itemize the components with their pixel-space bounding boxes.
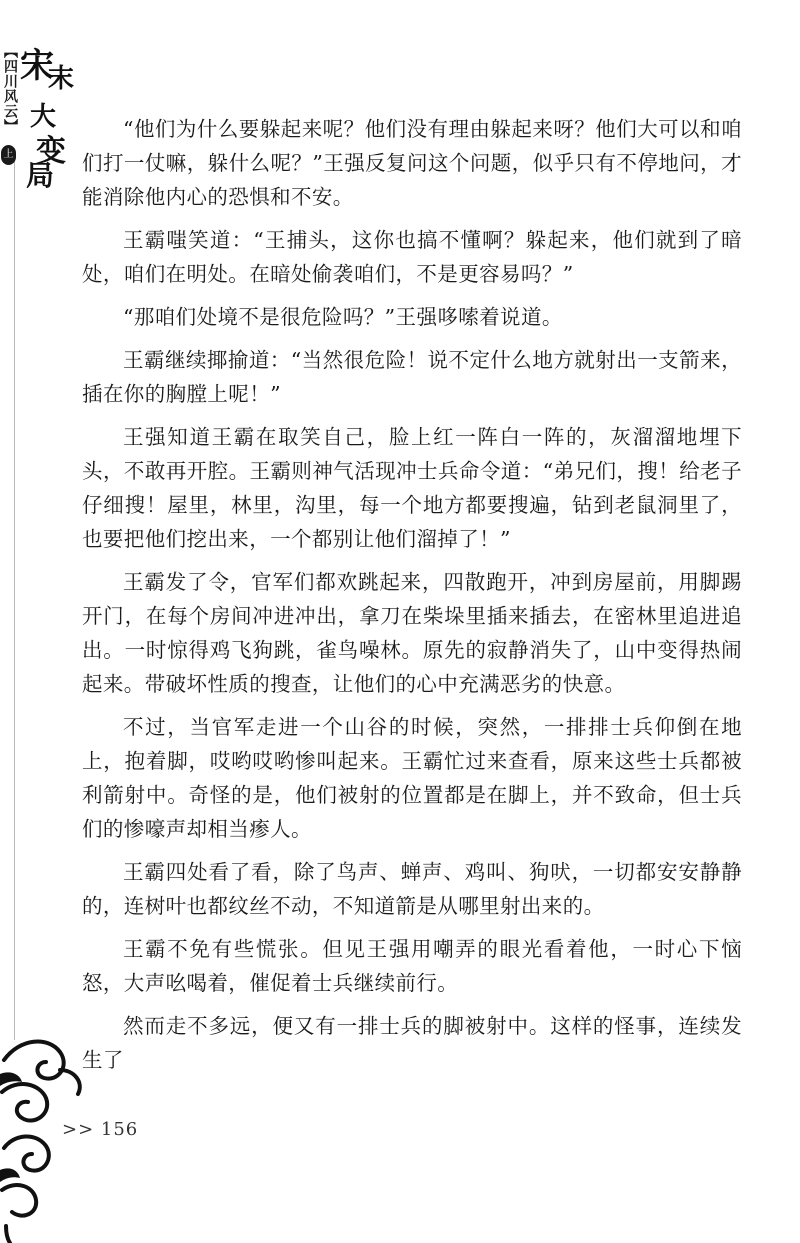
page-body [82, 112, 742, 1086]
paragraph: 不过，当官军走进一个山谷的时候，突然，一排排士兵仰倒在地上，抱着脚，哎哟哎哟惨叫起来。王霸忙过来查看，原来这些士兵都被利箭射中。奇怪的是，他们被射的位置都是在脚上，并不致命，但士兵们的惨嚎声却相当瘆人。 [82, 715, 742, 841]
paragraph: 王霸四处看了看，除了鸟声、蝉声、鸡叫、狗吠，一切都安安静静的，连树叶也都纹丝不动，不知道箭是从哪里射出来的。 [82, 860, 742, 918]
book-title-char: 局 [26, 159, 55, 192]
book-title-logo [18, 38, 80, 192]
book-title-char: 变 [36, 134, 66, 169]
paragraph: 王强知道王霸在取笑自己，脸上红一阵白一阵的，灰溜溜地埋下头，不敢再开腔。王霸则神气活现冲士兵命令道：“弟兄们，搜！给老子仔细搜！屋里，林里，沟里，每一个地方都要搜遍，钻到老鼠洞里了，也要把他们挖出来，一个都别让他们溜掉了！” [82, 425, 742, 551]
paragraph: “那咱们处境不是很危险吗？”王强哆嗦着说道。 [123, 305, 563, 329]
paragraph: “他们为什么要躲起来呢？他们没有理由躲起来呀？他们大可以和咱们打一仗嘛，躲什么呢？”王强反复问这个问题，似乎只有不停地问，才能消除他内心的恐惧和不安。 [82, 117, 742, 209]
paragraph: 王霸嗤笑道：“王捕头，这你也搞不懂啊？躲起来，他们就到了暗处，咱们在明处。在暗处偷袭咱们，不是更容易吗？” [82, 228, 742, 286]
book-title-char: 大 [30, 102, 57, 132]
series-tag: 【四川风云】 [2, 44, 18, 134]
running-header [0, 38, 80, 192]
page-number: >> 156 [62, 1119, 139, 1140]
book-title-char: 宋 [20, 46, 54, 86]
paragraph: 王霸不免有些慌张。但见王强用嘲弄的眼光看着他，一时心下恼怒，大声吆喝着，催促着士兵继续前行。 [82, 937, 742, 995]
paragraph: 王霸继续揶揄道：“当然很危险！说不定什么地方就射出一支箭来，插在你的胸膛上呢！” [82, 348, 742, 406]
paragraph: 王霸发了令，官军们都欢跳起来，四散跑开，冲到房屋前，用脚踢开门，在每个房间冲进冲出，拿刀在柴垛里插来插去，在密林里追进追出。一时惊得鸡飞狗跳，雀鸟噪林。原先的寂静消失了，山中变得热闹起来。带破坏性质的搜查，让他们的心中充满恶劣的快意。 [82, 570, 742, 696]
paragraph: 然而走不多远，便又有一排士兵的脚被射中。这样的怪事，连续发生了 [82, 1014, 742, 1072]
book-title-char: 末 [48, 64, 75, 94]
volume-badge: 上 [1, 145, 16, 165]
left-border-line [14, 150, 15, 1040]
